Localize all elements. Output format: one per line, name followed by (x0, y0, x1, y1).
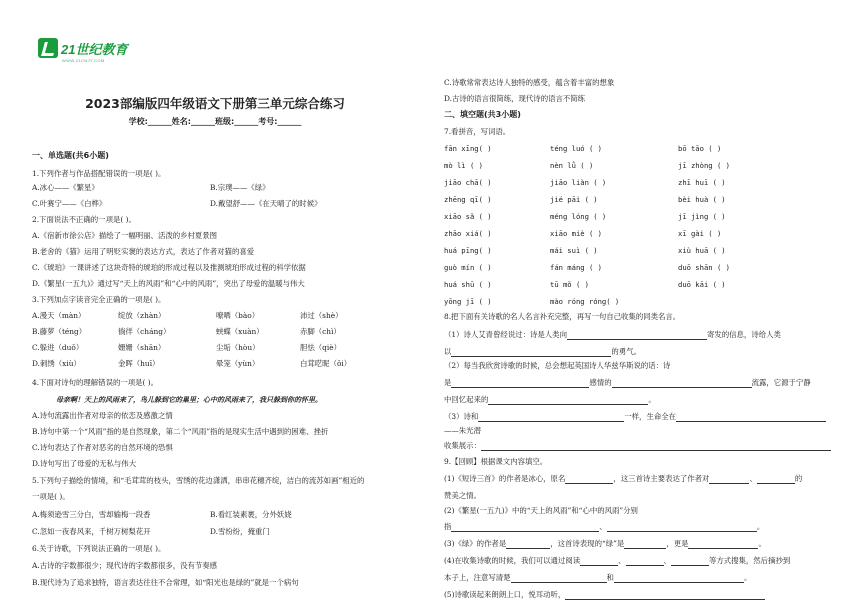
q6-option-b[interactable]: B.现代诗为了追求独特，语言表达往往不合常理，如“阳光也是绿的”就是一个病句 (32, 578, 299, 587)
student-info-line: 学校:______姓名:______班级:______考号:______ (128, 117, 302, 126)
q1-option-a[interactable]: A.冰心——《繁星》 (32, 183, 99, 192)
q8-blank-1[interactable] (567, 331, 707, 340)
section-2-heading: 二、填空题(共3小题) (444, 110, 521, 119)
q7-stem: 7.看拼音，写词语。 (444, 127, 511, 136)
q9-blank-1[interactable] (565, 475, 613, 484)
q9-line3 (444, 539, 766, 549)
q9-blank-7[interactable] (624, 540, 666, 549)
q7-r6-c1[interactable]: mái suì ( ) (550, 246, 598, 255)
q9-l1-text-d: 的 (794, 474, 803, 483)
q3-d1[interactable]: D.刺绣（xiù） (32, 359, 81, 368)
q9-l1-text-c: 、 (749, 474, 757, 483)
q8-l2-text-d: 流露，它源于宁静 (751, 378, 811, 387)
q8-collect (444, 441, 831, 451)
q8-l2-text-c: 感情的 (589, 378, 612, 387)
q6-stem: 6.关于诗歌，下列说法正确的一项是( )。 (32, 544, 166, 553)
q8-l1-text-a: （1）诗人艾青曾经说过：诗是人类向 (444, 330, 567, 339)
q9-l4-text-g: 。 (743, 573, 752, 582)
q8-blank-4[interactable] (612, 379, 752, 388)
q8-l1-text-b: 寄发的信息，诗给人类 (706, 330, 781, 339)
q7-r8-c2[interactable]: duō kāi ( ) (678, 280, 726, 289)
q5-option-d[interactable]: D.雪纷纷，掩重门 (210, 527, 270, 536)
q9-blank-2[interactable] (709, 475, 749, 484)
q9-l4-text-b: 、 (618, 556, 626, 565)
q9-line4 (444, 556, 790, 566)
q3-d3: 晕笼（yùn） (216, 359, 260, 368)
q9-l2-text-d: 。 (756, 522, 765, 531)
q7-r2-c0[interactable]: jiāo chā( ) (444, 178, 492, 187)
q9-blank-12[interactable] (511, 574, 607, 583)
q7-r7-c1[interactable]: fán máng ( ) (550, 263, 602, 272)
q7-r0-c2[interactable]: bō tāo ( ) (678, 144, 722, 153)
q9-l3-text-a: (3)《绿》的作者是 (444, 539, 507, 548)
q7-r0-c0[interactable]: fān xīng( ) (444, 144, 492, 153)
q7-r7-c2[interactable]: duō shān ( ) (678, 263, 730, 272)
q9-l3-text-d: 。 (758, 539, 766, 548)
q3-a2: 绽放（zhàn） (118, 311, 166, 320)
q3-c3: 尘垢（hòu） (216, 343, 260, 352)
q8-blank-5[interactable] (488, 396, 648, 405)
q6-option-a[interactable]: A.古诗的字数都很少；现代诗的字数都很多，没有节奏感 (32, 561, 218, 570)
q9-l4-text-f: 和 (606, 573, 614, 582)
q9-blank-5[interactable] (607, 523, 757, 532)
q8-line2-end (444, 395, 656, 405)
q7-r1-c1[interactable]: nèn lǜ ( ) (550, 161, 594, 170)
q9-line1-cont: 赞美之情。 (444, 491, 481, 500)
q3-c2: 姗姗（shān） (118, 343, 166, 352)
q9-blank-13[interactable] (614, 574, 744, 583)
q3-stem: 3.下列加点字读音完全正确的一项是( )。 (32, 295, 166, 304)
q8-l2-text-f: 。 (648, 395, 656, 404)
q4-stem: 4.下面对诗句的理解错误的一项是( )。 (32, 378, 159, 387)
q7-r1-c0[interactable]: mò lì ( ) (444, 161, 483, 170)
q9-stem: 9.【回顾】根据课文内容填空。 (444, 457, 548, 466)
q3-d4: 白茸呓昵（ǒi） (300, 359, 352, 368)
q9-l1-text-a: (1)《短诗三首》的作者是冰心，原名 (444, 474, 566, 483)
q9-l2-text-c: 、 (599, 522, 607, 531)
q8-l3-text-a: （3）诗和 (444, 412, 479, 421)
q7-r2-c1[interactable]: jiāo liàn ( ) (550, 178, 607, 187)
q8-blank-6[interactable] (478, 413, 624, 422)
q2-option-c[interactable]: C.《琥珀》一课讲述了这块奇特的琥珀的形成过程以及推测琥珀形成过程的科学依据 (32, 263, 306, 272)
q8-blank-2[interactable] (451, 348, 611, 357)
q9-blank-8[interactable] (688, 540, 758, 549)
q9-line1 (444, 474, 802, 484)
q3-d2: 金晖（huī） (118, 359, 160, 368)
q8-stem: 8.把下面有关诗歌的名人名言补充完整，再写一句自己收集的同类名言。 (444, 312, 681, 321)
q2-stem: 2.下面说法不正确的一项是( )。 (32, 215, 136, 224)
runner-logo-icon (38, 38, 58, 58)
logo-sub: WWW.21CNJY.COM (62, 58, 105, 63)
q3-b1[interactable]: B.藤萝（téng） (32, 327, 87, 336)
q7-r0-c1[interactable]: téng luó ( ) (550, 144, 602, 153)
q8-line3 (444, 412, 826, 422)
q2-option-a[interactable]: A.《宿新市徐公店》描绘了一幅明丽、活泼的乡村夏景图 (32, 231, 218, 240)
q2-option-b[interactable]: B.老舍的《猫》运用了明贬实褒的表达方式，表达了作者对猫的喜爱 (32, 247, 255, 256)
q1-option-c[interactable]: C.叶赛宁——《白桦》 (32, 199, 107, 208)
q8-l1-text-c: 以 (444, 347, 452, 356)
q8-l2-text-b: 是 (444, 378, 452, 387)
q3-c1[interactable]: C.躲进（duǒ） (32, 343, 84, 352)
q3-b4: 赤脚（chì） (300, 327, 341, 336)
q5-stem-cont: 一项是( )。 (32, 492, 70, 501)
q7-r4-c0[interactable]: xiāo sǎ ( ) (444, 212, 492, 221)
q8-l3-text-b: 一样，生命全在 (624, 412, 677, 421)
q4-option-b[interactable]: B.诗句中第一个“风雨”指的是自然现象，第二个“风雨”指的是现实生活中遇到的困难、挫折 (32, 427, 329, 436)
q7-r8-c1[interactable]: tū mǒ ( ) (550, 280, 589, 289)
q7-r8-c0[interactable]: huá shū ( ) (444, 280, 492, 289)
q4-option-d[interactable]: D.诗句写出了母爱的无私与伟大 (32, 459, 137, 468)
q5-option-b[interactable]: B.看红装素裹，分外妖娆 (210, 510, 292, 519)
q1-option-b[interactable]: B.宗璞——《绿》 (210, 183, 270, 192)
q7-r4-c1[interactable]: méng lóng ( ) (550, 212, 607, 221)
q9-blank-11[interactable] (671, 557, 709, 566)
q8-line2-cont (444, 378, 811, 388)
q9-line2: (2)《繁星(一五九)》中的“天上的风雨”和“心中的风雨”分别 (444, 506, 638, 515)
q9-l4-text-d: 等方式搜集，然后摘抄到 (708, 556, 791, 565)
q7-r2-c2[interactable]: zhī huī ( ) (678, 178, 726, 187)
logo (38, 38, 127, 63)
q8-line1 (444, 330, 781, 340)
q9-l4-text-e: 本子上，注意写清楚 (444, 573, 511, 582)
q7-r9-c0[interactable]: yōng jī ( ) (444, 297, 492, 306)
q8-blank-3[interactable] (451, 379, 589, 388)
q9-blank-4[interactable] (451, 523, 599, 532)
q7-r9-c1[interactable]: mào róng róng( ) (550, 297, 620, 306)
q7-r5-c0[interactable]: zhāo xiá( ) (444, 229, 492, 238)
q4-option-c[interactable]: C.诗句表达了作者对恶劣的自然环境的恐惧 (32, 443, 173, 452)
q7-r3-c2[interactable]: bèi huà ( ) (678, 195, 726, 204)
right-column (430, 0, 860, 608)
q7-r6-c0[interactable]: huá pīng( ) (444, 246, 492, 255)
q9-l3-text-c: ，更是 (666, 539, 689, 548)
q9-l3-text-b: ，这首诗表现的“绿”是 (550, 539, 625, 548)
q7-r6-c2[interactable]: xiù huā ( ) (678, 246, 726, 255)
q9-l4-text-a: (4)在收集诗歌的时候，我们可以通过阅读 (444, 556, 581, 565)
q9-line5 (444, 590, 765, 600)
q4-option-a[interactable]: A.诗句流露出作者对母亲的依恋及感激之情 (32, 411, 173, 420)
q9-blank-9[interactable] (580, 557, 618, 566)
q8-line1-cont (444, 347, 641, 357)
q9-blank-10[interactable] (626, 557, 664, 566)
q3-a1[interactable]: A.漫天（màn） (32, 311, 86, 320)
q5-option-c[interactable]: C.忽如一夜春风来，千树万树梨花开 (32, 527, 151, 536)
q5-stem: 5.下列句子描绘的情境，和“毛茸茸的枝头，雪绣的花边潇洒，串串花穗齐绽，洁白的流苏如画”相近的 (32, 476, 365, 485)
q9-blank-3[interactable] (757, 475, 795, 484)
q5-option-a[interactable]: A.梅须逊雪三分白，雪却输梅一段香 (32, 510, 151, 519)
q3-b2: 徜徉（cháng） (118, 327, 171, 336)
section-1-heading: 一、单选题(共6小题) (32, 151, 109, 160)
q8-line2: （2）每当我欣赏诗歌的时候，总会想起英国诗人华兹华斯说的话：诗 (444, 361, 671, 370)
q9-l1-text-b: ，这三首诗主要表达了作者对 (613, 474, 710, 483)
q9-l2-text-b: 指 (444, 522, 452, 531)
q3-a4: 沛过（shè） (300, 311, 343, 320)
q9-line2-cont (444, 522, 764, 532)
q7-r7-c0[interactable]: guò mín ( ) (444, 263, 492, 272)
q3-a3: 嘹哂（bào） (216, 311, 260, 320)
q9-blank-14[interactable] (565, 591, 765, 600)
q6-option-d[interactable]: D.古诗的语言很简练，现代诗的语言不简练 (444, 94, 586, 103)
q9-l4-text-c: 、 (663, 556, 671, 565)
q7-r3-c1[interactable]: jié pāi ( ) (550, 195, 598, 204)
q3-b3: 蛱蝶（xuàn） (216, 327, 264, 336)
q8-collect-label: 收集展示： (444, 441, 481, 450)
q6-option-c[interactable]: C.诗歌常常表达诗人独特的感受，蕴含着丰富的想象 (444, 78, 615, 87)
q2-option-d[interactable]: D.《繁星(一五九)》通过写“天上的风雨”和“心中的风雨”，突出了母爱的温暖与伟大 (32, 279, 305, 288)
q8-blank-8[interactable] (481, 442, 831, 451)
q8-author: ——朱光潜 (444, 426, 481, 435)
q4-quote: 母亲啊！天上的风雨来了，鸟儿躲到它的巢里；心中的风雨来了，我只躲到你的怀里。 (56, 396, 322, 404)
q7-r3-c0[interactable]: zhēng qī( ) (444, 195, 492, 204)
q8-l1-text-d: 的勇气。 (611, 347, 641, 356)
page-title: 2023部编版四年级语文下册第三单元综合练习 (85, 96, 345, 111)
q9-line4-cont (444, 573, 751, 583)
logo-brand: 21世纪教育 (61, 41, 128, 57)
q9-l5-text-a: (5)诗歌读起来朗朗上口，悦耳动听， (444, 590, 566, 599)
q1-option-d[interactable]: D.戴望舒——《在天晴了的时候》 (210, 199, 322, 208)
q7-r1-c2[interactable]: jī zhòng ( ) (678, 161, 730, 170)
q8-l2-text-e: 中回忆起来的 (444, 395, 489, 404)
q1-stem: 1.下列作者与作品搭配错误的一项是( )。 (32, 169, 166, 178)
q7-r5-c1[interactable]: xiāo miè ( ) (550, 229, 602, 238)
q7-r4-c2[interactable]: jī jìng ( ) (678, 212, 726, 221)
q7-r5-c2[interactable]: xī gài ( ) (678, 229, 722, 238)
q8-blank-7[interactable] (676, 413, 826, 422)
q9-blank-6[interactable] (506, 540, 550, 549)
q3-c4: 胆怯（qiè） (300, 343, 342, 352)
